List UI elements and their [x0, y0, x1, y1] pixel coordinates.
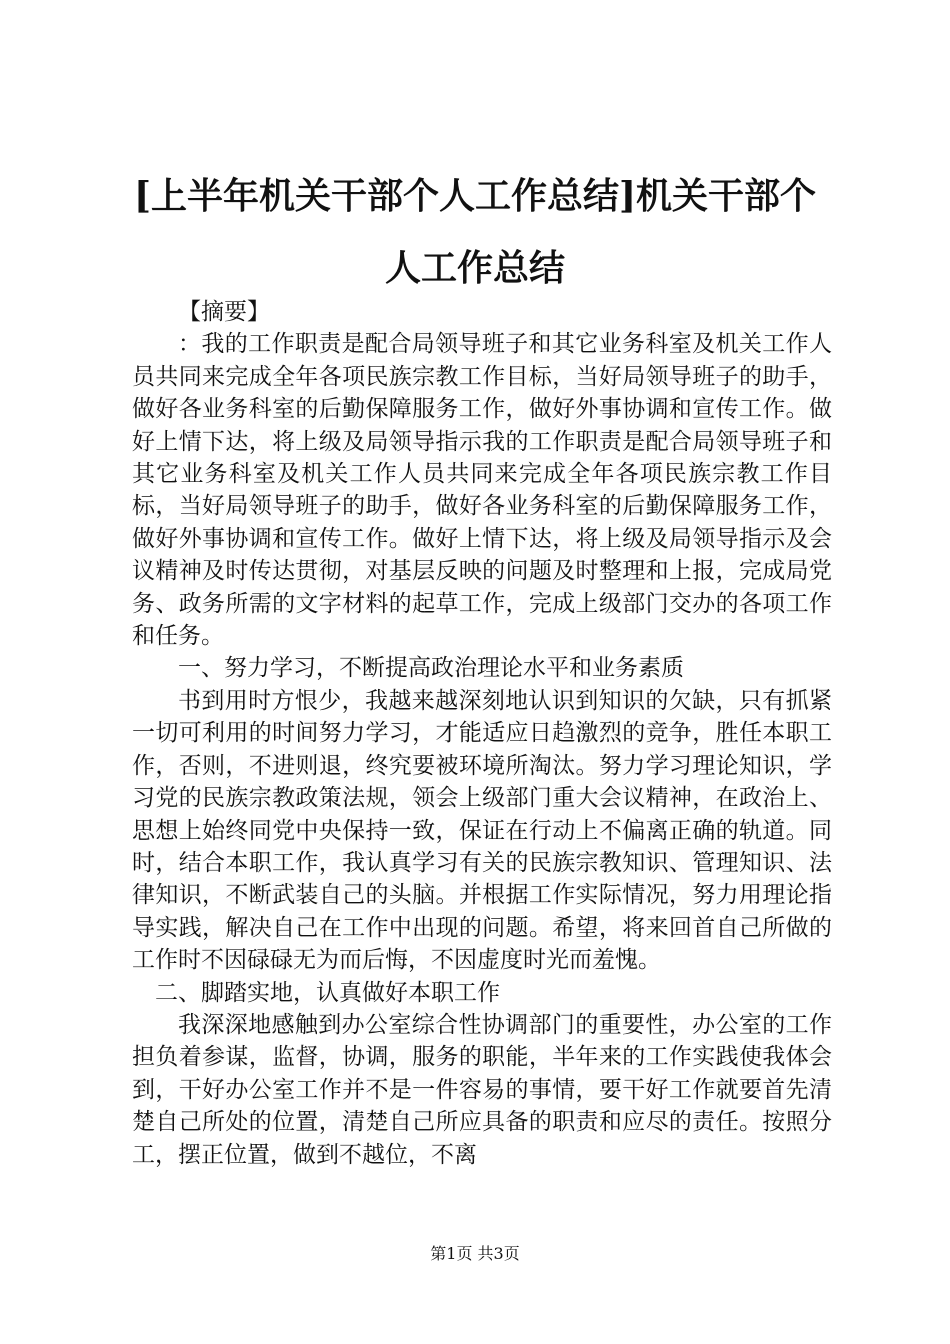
section-paragraph-2: 我深深地感触到办公室综合性协调部门的重要性，办公室的工作担负着参谋，监督，协调，服务的职能，半年来的工作实践使我体会到，干好办公室工作并不是一件容易的事情，要干好工作就要首先清楚自己所处的位置，清楚自己所应具备的职责和应尽的责任。按照分工，摆正位置，做到不越位，不离: [132, 1011, 832, 1168]
section-heading-2: 二、脚踏实地，认真做好本职工作: [155, 979, 500, 1006]
page-footer: 第1页 共3页: [430, 1244, 520, 1263]
abstract-label: 【摘要】: [178, 299, 270, 325]
document-title: [上半年机关干部个人工作总结]机关干部个人工作总结: [133, 175, 817, 289]
section-heading-1: 一、努力学习，不断提高政治理论水平和业务素质: [178, 655, 684, 682]
document-body: [132, 296, 832, 1171]
section-paragraph-1: 书到用时方恨少，我越来越深刻地认识到知识的欠缺，只有抓紧一切可利用的时间努力学习，才能适应日趋激烈的竞争，胜任本职工作，否则，不进则退，终究要被环境所淘汰。努力学习理论知识，学习党的民族宗教政策法规，领会上级部门重大会议精神，在政治上、思想上始终同党中央保持一致，保证在行动上不偏离正确的轨道。同时，结合本职工作，我认真学习有关的民族宗教知识、管理知识、法律知识，不断武装自己的头脑。并根据工作实际情况，努力用理论指导实践，解决自己在工作中出现的问题。希望，将来回首自己所做的工作时不因碌碌无为而后悔，不因虚度时光而羞愧。: [132, 687, 832, 974]
abstract-paragraph: ：我的工作职责是配合局领导班子和其它业务科室及机关工作人员共同来完成全年各项民族宗教工作目标，当好局领导班子的助手，做好各业务科室的后勤保障服务工作，做好外事协调和宣传工作。做好上情下达，将上级及局领导指示我的工作职责是配合局领导班子和其它业务科室及机关工作人员共同来完成全年各项民族宗教工作目标，当好局领导班子的助手，做好各业务科室的后勤保障服务工作，做好外事协调和宣传工作。做好上情下达，将上级及局领导指示及会议精神及时传达贯彻，对基层反映的问题及时整理和上报，完成局党务、政务所需的文字材料的起草工作，完成上级部门交办的各项工作和任务。: [132, 331, 832, 650]
